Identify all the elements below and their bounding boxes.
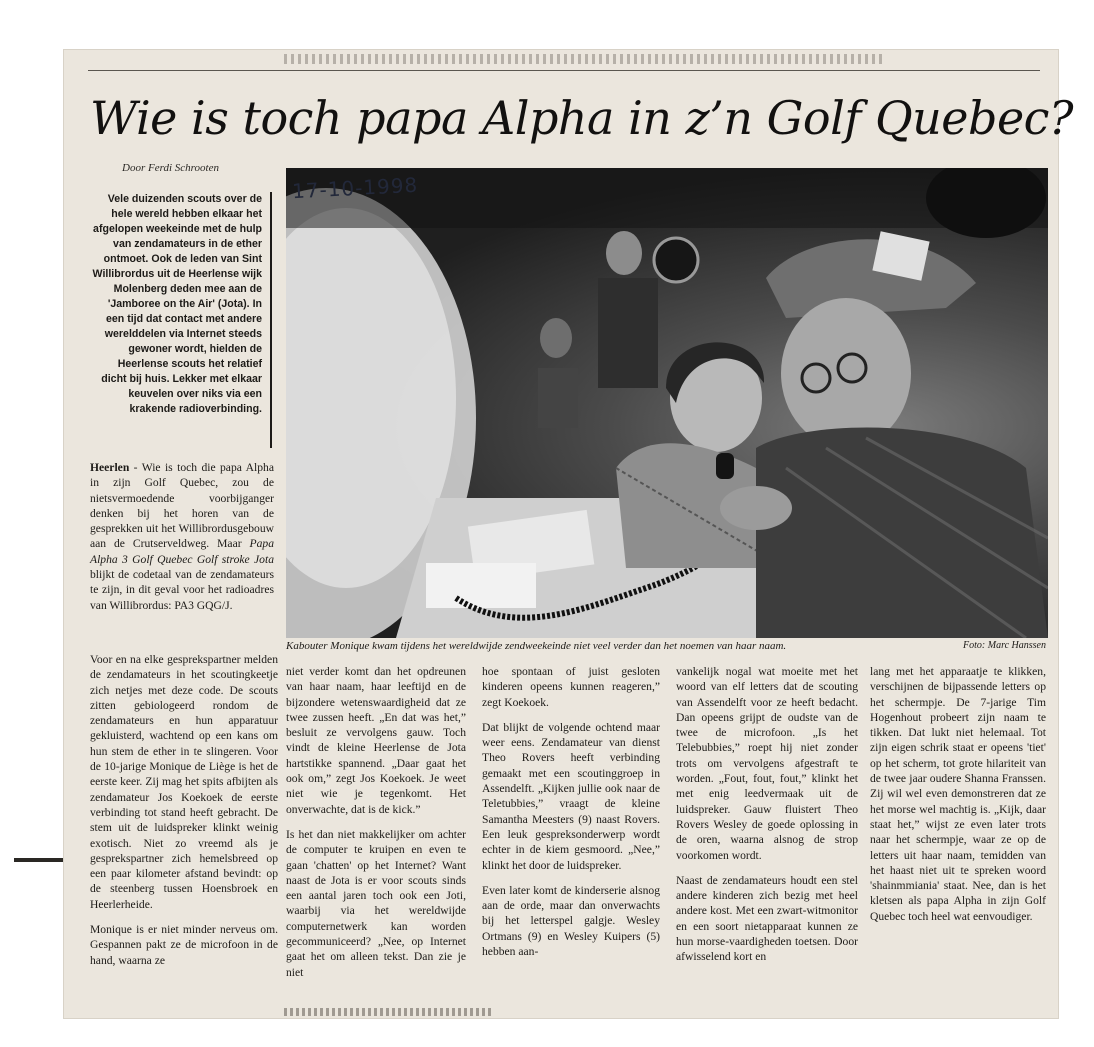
article-column-2 xyxy=(286,664,466,990)
column-1-emphasis: Papa Alpha 3 Golf Quebec Golf stroke Jota xyxy=(90,537,274,566)
column-4-paragraph-1: vankelijk nogal wat moeite met het woord van elf letters dat de scouting van Assendelft voor ze heeft bedacht. Dan opeens grijpt de oudste van de twee de microfoon. „Is het Telebubbies,” roept hij niet zonder trots om vervolgens afgestraft te worden. „Fout, fout, fout,” klinkt het met enig leedvermaak uit de luidspreker. Gauw fluistert Theo Rovers Wesley de goede oplossing in de oren, waarna alsnog de strop voorkomen wordt. xyxy=(676,665,858,862)
column-3-paragraph-2: Dat blijkt de volgende ochtend maar weer eens. Zendamateur van dienst Theo Rovers heeft verbinding gemaakt met een scoutinggroep in Assendelft. „Kijken jullie ook naar de Teletubbies,” vraagt de kleine Samantha Meesters (9) naast Rovers. Een leuk gespreksonderwerp wordt echter in de kiem gesmoord. „Nee,” klinkt het door de luidspreker. xyxy=(482,720,660,872)
top-rule xyxy=(88,70,1040,71)
article-column-4 xyxy=(676,664,858,975)
article-column-1-top xyxy=(90,460,274,623)
article-photo xyxy=(286,168,1048,638)
column-5-paragraph-1: lang met het apparaatje te klikken, verschijnen de bijpassende letters op het schermpje. De 7-jarige Tim Hogenhout probeert zijn naam te tikken. Dat lukt niet helemaal. Tot zijn eigen schrik staat er opeens 'tiet' op het scherm, tot grote hilariteit van de twee jaar oudere Shanna Franssen. Zij wil wel even demonstreren dat ze het morse wel machtig is. „Kijk, daar staat het,” wijst ze even later trots naar het schermpje, waar ze op de letters uit haar naam, temidden van het haast niet uit te spreken woord 'shainmmiania' staat. Nee, dan is het kletsen als papa Alpha in zijn Golf Quebec toch heel wat eenvoudiger. xyxy=(870,665,1046,923)
dateline: Heerlen xyxy=(90,461,130,474)
cut-off-text-strip-bottom xyxy=(284,1008,494,1016)
column-2-paragraph-1: niet verder komt dan het opdreunen van haar naam, haar leeftijd en de bijzondere wetenswaardigheid dat ze twee zussen heeft. „En dat was het,” besluit ze vervolgens gauw. Toch vindt de kleine Heerlense de Jota hartstikke spannend. „Daar gaat het ook om,” zegt Jos Koekoek. Je weet niet wie je tegenkomt. Het onverwachte, dat is de kick.” xyxy=(286,665,466,816)
column-1-paragraph-2: Voor en na elke gesprekspartner melden de zendamateurs in het scoutingkeetje zich netjes met deze code. De scouts zitten gebiologeerd rondom de zendamateurs en hun apparatuur gekluisterd, wachtend op een kans om hun stem de ether in te slingeren. Voor de 10-jarige Monique de Liège is het de eerste keer. Zij mag het spits afbijten als zendamateur Jos Koekoek de eerste verbinding tot stand heeft gebracht. De stem uit de luidspreker klinkt weinig exotisch. Niet zo vreemd als je gesprekspartner zich hemelsbreed op een paar kilometer afstand bevindt: op de steenberg tussen Hoensbroek en Heerlerheide. xyxy=(90,653,278,911)
intro-paragraph: Vele duizenden scouts over de hele wereld hebben elkaar het afgelopen weekeinde met de hulp van zendamateurs in de ether ontmoet. Ook de leden van Sint Willibrordus uit de Heerlense wijk Molenberg deden mee aan de 'Jamboree on the Air' (Jota). In een tijd dat contact met andere werelddelen via Internet steeds gewoner wordt, hielden de Heerlense scouts het relatief dicht bij huis. Lekker met elkaar keuvelen over niks via een krakende radioverbinding. xyxy=(90,192,272,448)
column-3-paragraph-3: Even later komt de kinderserie alsnog aan de orde, maar dan onverwachts bij het letterspel galgje. Wesley Ortmans (9) en Wesley Kuipers (5) hebben aan- xyxy=(482,883,660,959)
article-column-5 xyxy=(870,664,1046,934)
headline: Wie is toch papa Alpha in z’n Golf Quebec? xyxy=(90,91,1074,145)
newspaper-clipping xyxy=(64,50,1074,1018)
column-1-paragraph-3: Monique is er niet minder nerveus om. Gespannen pakt ze de microfoon in de hand, waarna ze xyxy=(90,923,278,967)
cut-off-text-strip xyxy=(284,54,884,64)
handwritten-date: 17-10-1998 xyxy=(291,172,419,204)
photo-credit: Foto: Marc Hanssen xyxy=(963,640,1046,651)
column-1-text-b: blijkt de codetaal van de zendamateurs te zijn, in dit geval voor het radioadres van Willibrordus: PA3 GQG/J. xyxy=(90,568,274,612)
column-3-paragraph-1: hoe spontaan of juist gesloten kinderen opeens kunnen reageren,” zegt Koekoek. xyxy=(482,665,660,709)
photo-illustration xyxy=(286,168,1048,638)
column-2-paragraph-2: Is het dan niet makkelijker om achter de computer te kruipen en even te gaan 'chatten' op het Internet? Want naast de Jota is er voor scouts sinds een aantal jaren toch ook een Joti, waarbij via het wereldwijde computernetwerk kan worden gecommuniceerd? „Nee, op Internet gaat het om alleen tekst. Dan zie je niet xyxy=(286,827,466,979)
article-column-3 xyxy=(482,664,660,969)
column-1-text-a: - Wie is toch die papa Alpha in zijn Golf Quebec, zou de nietsvermoedende voorbijganger denken bij het horen van de gesprekken uit het Willibrordusgebouw aan de Crutserveldweg. Maar xyxy=(90,461,274,551)
column-4-paragraph-2: Naast de zendamateurs houdt een stel andere kinderen zich bezig met heel andere kost. Met een zwart-witmonitor en een soort nietapparaat kunnen ze hun morse-vaardigheden toetsen. Door afwisselend kort en xyxy=(676,873,858,964)
photo-caption: Kabouter Monique kwam tijdens het wereldwijde zendweekeinde niet veel verder dan het noemen van haar naam. xyxy=(286,640,787,652)
article-column-1-bottom xyxy=(90,652,278,978)
byline: Door Ferdi Schrooten xyxy=(122,162,219,174)
